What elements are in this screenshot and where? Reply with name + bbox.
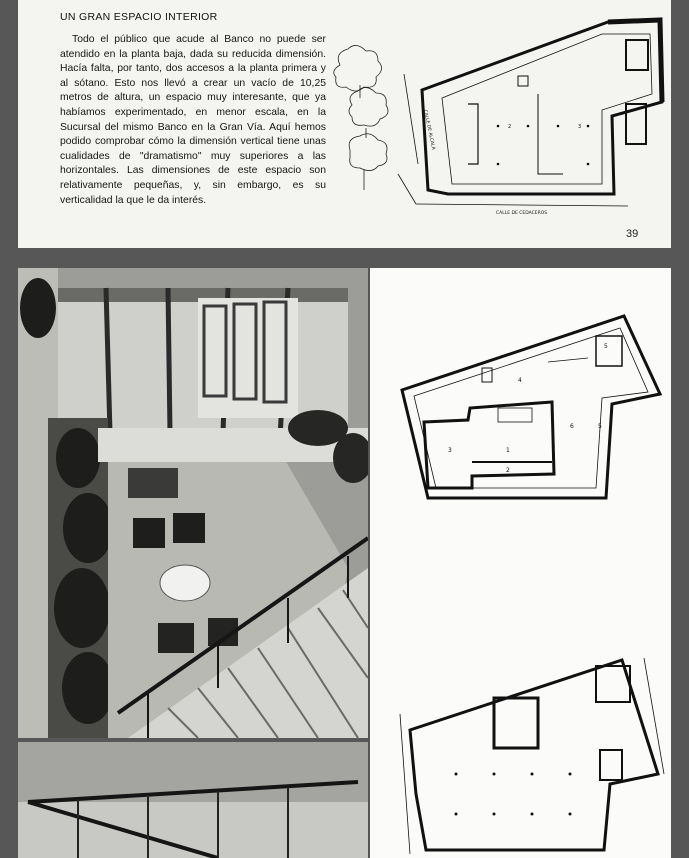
room-number: 3 <box>448 447 452 454</box>
street-label-bottom: CALLE DE CEDACEROS <box>496 211 548 216</box>
floor-plan-basement <box>398 312 664 508</box>
room-number: 1 <box>506 447 510 454</box>
room-number: 3 <box>578 124 582 130</box>
body-paragraph: Todo el público que acude al Banco no puede ser atendido en la planta baja, dada su reducida dimensión. Hacía falta, por tanto, dos accesos a la planta primera y al sótano. Esto nos llevó a crear un vacío de 10,25 metros de altura, un espacio muy interesante, que ya habíamos experimentado, en menor escala, en la Sucursal del mismo Banco en la Gran Vía. Aquí hemos podido comprobar cómo la dimensión vertical tiene unas cualidades de "dramatismo" muy superiores a las horizontales. Las dimensiones de este espacio son relativamente pequeñas, y, sin embargo, es su verticalidad la que le da interés. <box>60 34 326 206</box>
room-number: 5 <box>598 423 602 430</box>
staircase-photo <box>18 742 368 858</box>
room-number: 2 <box>508 124 512 130</box>
floor-plan-ground <box>388 14 671 218</box>
staircase-photo-drawing <box>18 742 368 858</box>
room-number: 4 <box>518 377 522 384</box>
right-page <box>370 268 671 858</box>
top-page <box>18 0 671 248</box>
atrium-photo-drawing <box>18 268 368 738</box>
room-number: 2 <box>506 467 510 474</box>
floor-plan-upper <box>396 654 666 854</box>
street-label-left: CALLE DE ALCALA <box>422 109 436 151</box>
atrium-photo <box>18 268 368 738</box>
room-number: 6 <box>570 423 574 430</box>
page-number: 39 <box>626 228 639 240</box>
room-number: 5 <box>604 343 608 350</box>
section-title: UN GRAN ESPACIO INTERIOR <box>60 11 218 23</box>
